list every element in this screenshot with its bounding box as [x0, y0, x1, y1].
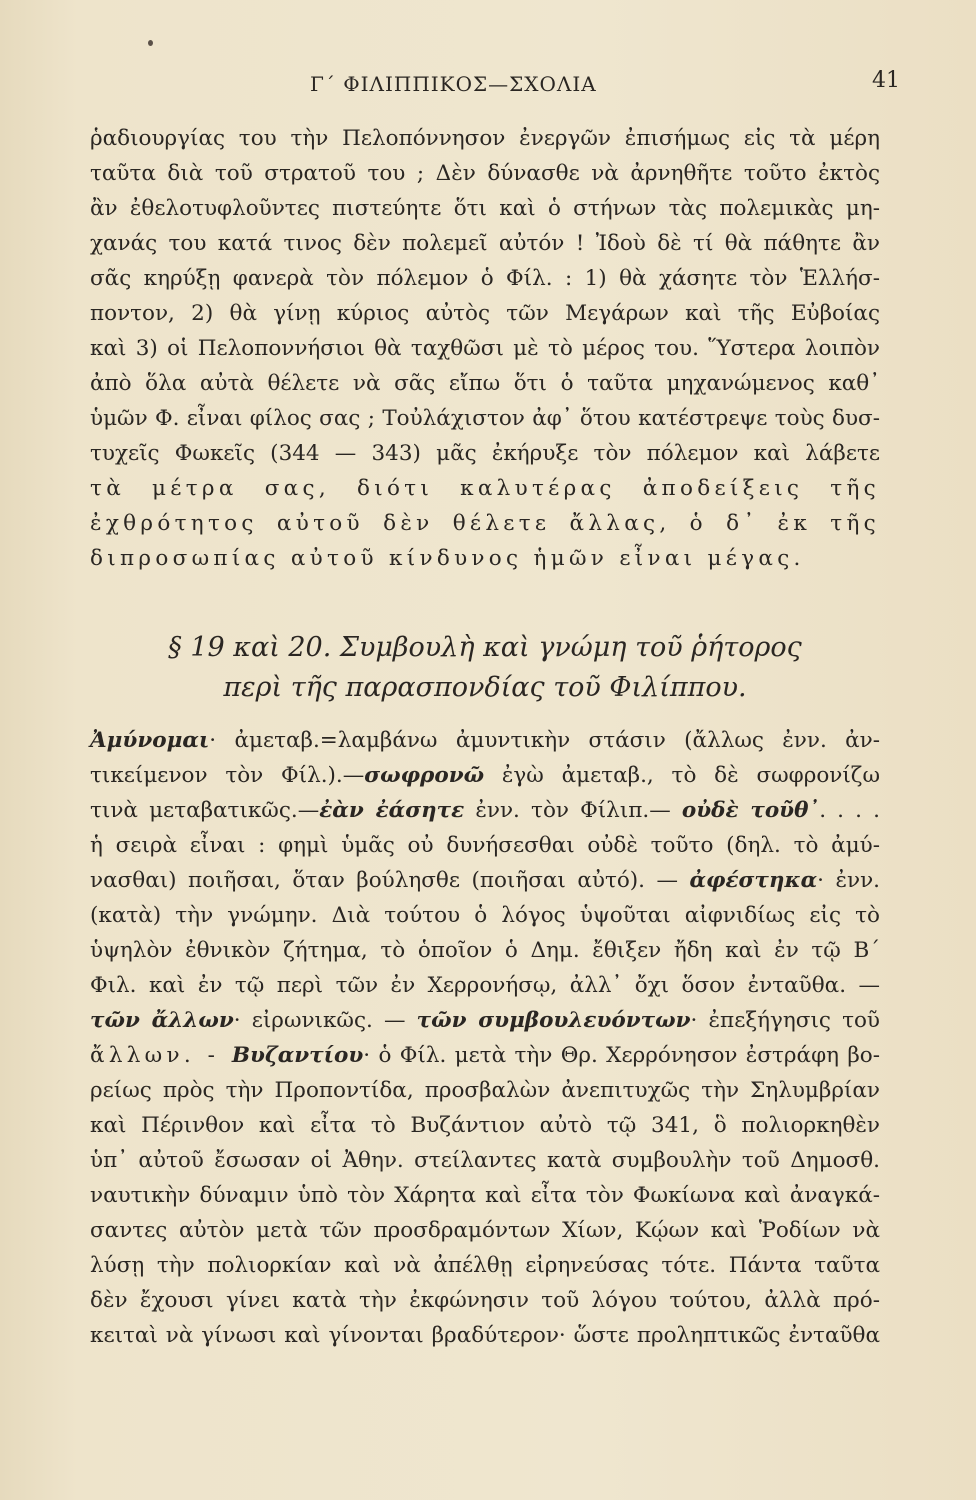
note-line: δὲν ἔχουσι γίνει κατὰ τὴν ἐκφώνησιν τοῦ λόγου τούτου, ἀλλὰ πρό-: [90, 1288, 880, 1313]
section-heading-line: § 19 καὶ 20. Συμβουλὴ καὶ γνώμη τοῦ ῥήτορος: [168, 632, 802, 663]
text-line: τυχεῖς Φωκεῖς (344 — 343) μᾶς ἐκήρυξε τὸν πόλεμον καὶ λάβετε: [90, 441, 880, 466]
note-line: ὑψηλὸν ἐθνικὸν ζήτημα, τὸ ὁποῖον ὁ Δημ. ἔθιξεν ἤδη καὶ ἐν τῷ Β΄: [90, 938, 880, 963]
section-heading: [90, 628, 880, 708]
note-line: τῶν ἄλλων· εἰρωνικῶς. — τῶν συμβουλευόντων· ἐπεξήγησις τοῦ: [90, 1008, 880, 1033]
lemma: Βυζαντίου: [231, 1043, 364, 1068]
text-line: ὑμῶν Φ. εἶναι φίλος σας ; Τοὐλάχιστον ἀφ᾽ ὅτου κατέστρεψε τοὺς δυσ-: [90, 406, 880, 431]
text-line: διπροσωπίας αὐτοῦ κίνδυνος ἡμῶν εἶναι μέγας.: [90, 546, 805, 571]
commentary: [90, 723, 880, 1353]
lemma: ἀφέστηκα: [689, 868, 818, 893]
lemma: ἐὰν ἐάσητε: [319, 798, 465, 823]
note-line: λύσῃ τὴν πολιορκίαν καὶ νὰ ἀπέλθῃ εἰρηνεύσας τότε. Πάντα ταῦτα: [90, 1253, 880, 1278]
note-line: ναυτικὴν δύναμιν ὑπὸ τὸν Χάρητα καὶ εἶτα τὸν Φωκίωνα καὶ ἀναγκά-: [90, 1183, 880, 1208]
lemma: τῶν ἄλλων: [90, 1008, 234, 1033]
note-line: Φιλ. καὶ ἐν τῷ περὶ τῶν ἐν Χερρονήσῳ, ἀλλ᾽ ὄχι ὅσον ἐνταῦθα. —: [90, 973, 880, 998]
text-line: χανάς του κατά τινος δὲν πολεμεῖ αὐτόν ! Ἰδοὺ δὲ τί θὰ πάθητε ἂν: [90, 231, 880, 256]
note-line: τικείμενον τὸν Φίλ.).—σωφρονῶ ἐγὼ ἀμεταβ., τὸ δὲ σωφρονίζω: [90, 763, 880, 788]
note-line: καὶ Πέρινθον καὶ εἶτα τὸ Βυζάντιον αὐτὸ τῷ 341, ὃ πολιορκηθὲν: [90, 1113, 880, 1138]
note-line: νασθαι) ποιῆσαι, ὅταν βούλησθε (ποιῆσαι αὐτό). — ἀφέστηκα· ἐνν.: [90, 868, 880, 893]
lemma: οὐδὲ τοῦθ᾽: [681, 798, 820, 823]
note-line: ρείως πρὸς τὴν Προποντίδα, προσβαλὼν ἀνεπιτυχῶς τὴν Σηλυμβρίαν: [90, 1078, 880, 1103]
text-line: ποντον, 2) θὰ γίνῃ κύριος αὐτὸς τῶν Μεγάρων καὶ τῆς Εὐβοίας: [90, 301, 880, 326]
note-line: ἄλλων. - Βυζαντίου· ὁ Φίλ. μετὰ τὴν Θρ. Χερρόνησον ἐστράφη βο-: [90, 1043, 880, 1068]
text-line: τὰ μέτρα σας, διότι καλυτέρας ἀποδείξεις τῆς: [90, 476, 880, 501]
note-line: (κατὰ) τὴν γνώμην. Διὰ τούτου ὁ λόγος ὑψοῦται αἰφνιδίως εἰς τὸ: [90, 903, 880, 928]
running-title: Γ΄ ΦΙΛΙΠΠΙΚΟΣ—ΣΧΟΛΙΑ: [310, 72, 597, 96]
text-line: ἐχθρότητος αὐτοῦ δὲν θέλετε ἄλλας, ὁ δ᾽ ἐκ τῆς: [90, 511, 880, 536]
note-line: Ἀμύνομαι· ἀμεταβ.=λαμβάνω ἀμυντικὴν στάσιν (ἄλλως ἐνν. ἀν-: [90, 728, 880, 753]
text-line: ἀπὸ ὅλα αὐτὰ θέλετε νὰ σᾶς εἴπω ὅτι ὁ ταῦτα μηχανώμενος καθ᾽: [90, 371, 880, 396]
note-line: κειταὶ νὰ γίνωσι καὶ γίνονται βραδύτερον· ὥστε προληπτικῶς ἐνταῦθα: [90, 1323, 880, 1348]
text-line: σᾶς κηρύξῃ φανερὰ τὸν πόλεμον ὁ Φίλ. : 1) θὰ χάσητε τὸν Ἑλλήσ-: [90, 266, 880, 291]
lemma: σωφρονῶ: [364, 763, 485, 788]
ink-speck: [148, 40, 153, 46]
section-heading-line: περὶ τῆς παρασπονδίας τοῦ Φιλίππου.: [223, 672, 747, 703]
text-line: ἂν ἐθελοτυφλοῦντες πιστεύητε ὅτι καὶ ὁ στήνων τὰς πολεμικὰς μη-: [90, 196, 880, 221]
text-line: καὶ 3) οἱ Πελοποννήσιοι θὰ ταχθῶσι μὲ τὸ μέρος του. Ὕστερα λοιπὸν: [90, 336, 880, 361]
lemma: Ἀμύνομαι: [90, 728, 210, 753]
note-line: ὑπ᾽ αὐτοῦ ἔσωσαν οἱ Ἀθην. στείλαντες κατὰ συμβουλὴν τοῦ Δημοσθ.: [90, 1148, 880, 1173]
page-number: 41: [872, 68, 900, 93]
text-line: ῥαδιουργίας του τὴν Πελοπόννησον ἐνεργῶν ἐπισήμως εἰς τὰ μέρη: [90, 126, 880, 151]
running-header: [100, 68, 900, 100]
note-line: σαντες αὐτὸν μετὰ τῶν προσδραμόντων Χίων, Κῴων καὶ Ῥοδίων νὰ: [90, 1218, 880, 1243]
note-line: τινὰ μεταβατικῶς.—ἐὰν ἐάσητε ἐνν. τὸν Φίλιπ.— οὐδὲ τοῦθ᾽. . . .: [90, 798, 881, 823]
lemma: τῶν συμβουλευόντων: [416, 1008, 691, 1033]
note-line: ἡ σειρὰ εἶναι : φημὶ ὑμᾶς οὐ δυνήσεσθαι οὐδὲ τοῦτο (δηλ. τὸ ἀμύ-: [90, 833, 880, 858]
text-line: ταῦτα διὰ τοῦ στρατοῦ του ; Δὲν δύνασθε νὰ ἀρνηθῆτε τοῦτο ἐκτὸς: [90, 161, 880, 186]
main-text: [90, 121, 880, 576]
